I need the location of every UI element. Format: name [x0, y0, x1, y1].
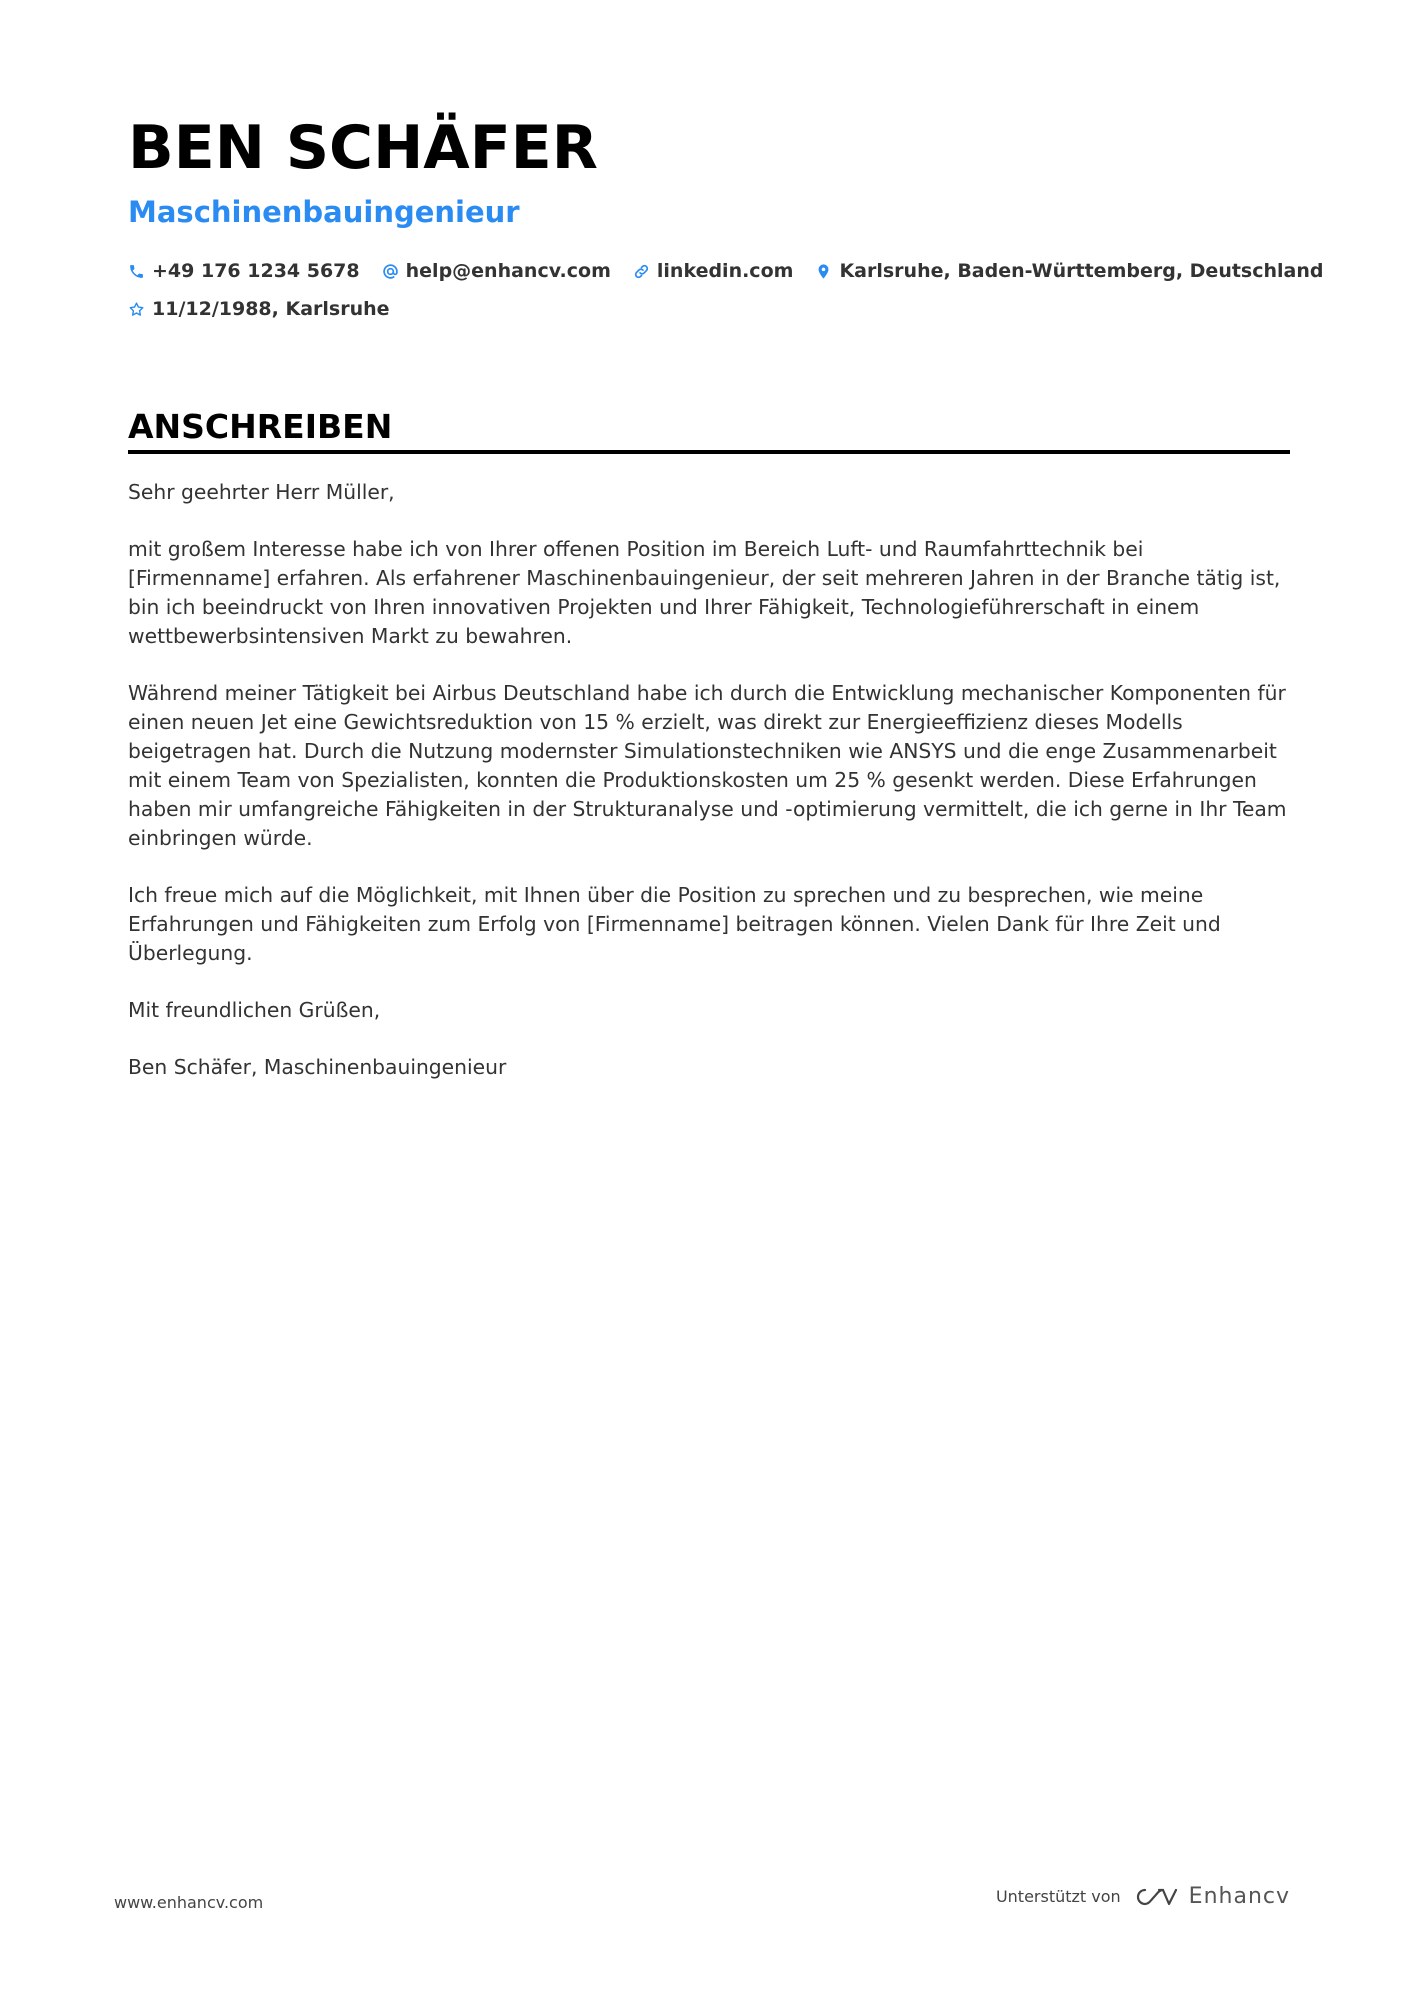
birth-text: 11/12/1988, Karlsruhe [152, 298, 390, 320]
footer-branding [996, 1884, 1290, 1909]
contact-linkedin[interactable] [633, 260, 794, 282]
contact-birth [128, 298, 390, 320]
letter-body [128, 478, 1290, 1110]
contact-phone [128, 260, 360, 282]
letter-paragraph: mit großem Interesse habe ich von Ihrer offenen Position im Bereich Luft- und Raumfahrttechnik bei [Firmenname] erfahren. Als erfahrener Maschinenbauingenieur, der seit mehreren Jahren in der Branche tätig ist, bin ich beeindruckt von Ihren innovativen Projekten und Ihrer Fähigkeit, Technologieführerschaft in einem wettbewerbsintensiven Markt zu bewahren. [128, 537, 1281, 648]
section-title: ANSCHREIBEN [128, 407, 393, 446]
contact-row-1 [128, 252, 1324, 290]
brand-name: Enhancv [1188, 1884, 1290, 1909]
location-pin-icon [815, 263, 832, 280]
star-icon [128, 301, 145, 318]
location-text: Karlsruhe, Baden-Württemberg, Deutschland [839, 260, 1324, 282]
section-divider [128, 450, 1290, 454]
applicant-name: BEN SCHÄFER [128, 113, 598, 183]
contact-email[interactable] [382, 260, 611, 282]
contact-info [128, 252, 1324, 328]
contact-location [815, 260, 1323, 282]
enhancv-logo-icon [1133, 1885, 1179, 1909]
footer-website[interactable]: www.enhancv.com [114, 1893, 264, 1912]
letter-closing: Mit freundlichen Grüßen, [128, 998, 381, 1022]
at-icon [382, 263, 399, 280]
email-text: help@enhancv.com [405, 260, 611, 282]
letter-paragraph: Während meiner Tätigkeit bei Airbus Deutschland habe ich durch die Entwicklung mechanischer Komponenten für einen neuen Jet eine Gewichtsreduktion von 15 % erzielt, was direkt zur Energieeffizienz dieses Modells beigetragen hat. Durch die Nutzung modernster Simulationstechniken wie ANSYS und die enge Zusammenarbeit mit einem Team von Spezialisten, konnten die Produktionskosten um 25 % gesenkt werden. Diese Erfahrungen haben mir umfangreiche Fähigkeiten in der Strukturanalyse und -optimierung vermittelt, die ich gerne in Ihr Team einbringen würde. [128, 681, 1287, 850]
letter-salutation: Sehr geehrter Herr Müller, [128, 480, 395, 504]
letter-paragraph: Ich freue mich auf die Möglichkeit, mit Ihnen über die Position zu sprechen und zu besprechen, wie meine Erfahrungen und Fähigkeiten zum Erfolg von [Firmenname] beitragen können. Vielen Dank für Ihre Zeit und Überlegung. [128, 883, 1221, 965]
phone-icon [128, 263, 145, 280]
powered-by-label: Unterstützt von [995, 1887, 1121, 1906]
applicant-job-title: Maschinenbauingenieur [128, 195, 520, 229]
linkedin-text: linkedin.com [656, 260, 794, 282]
link-icon [633, 263, 650, 280]
letter-signature: Ben Schäfer, Maschinenbauingenieur [128, 1055, 507, 1079]
contact-row-2 [128, 290, 1298, 328]
phone-text: +49 176 1234 5678 [152, 260, 360, 282]
